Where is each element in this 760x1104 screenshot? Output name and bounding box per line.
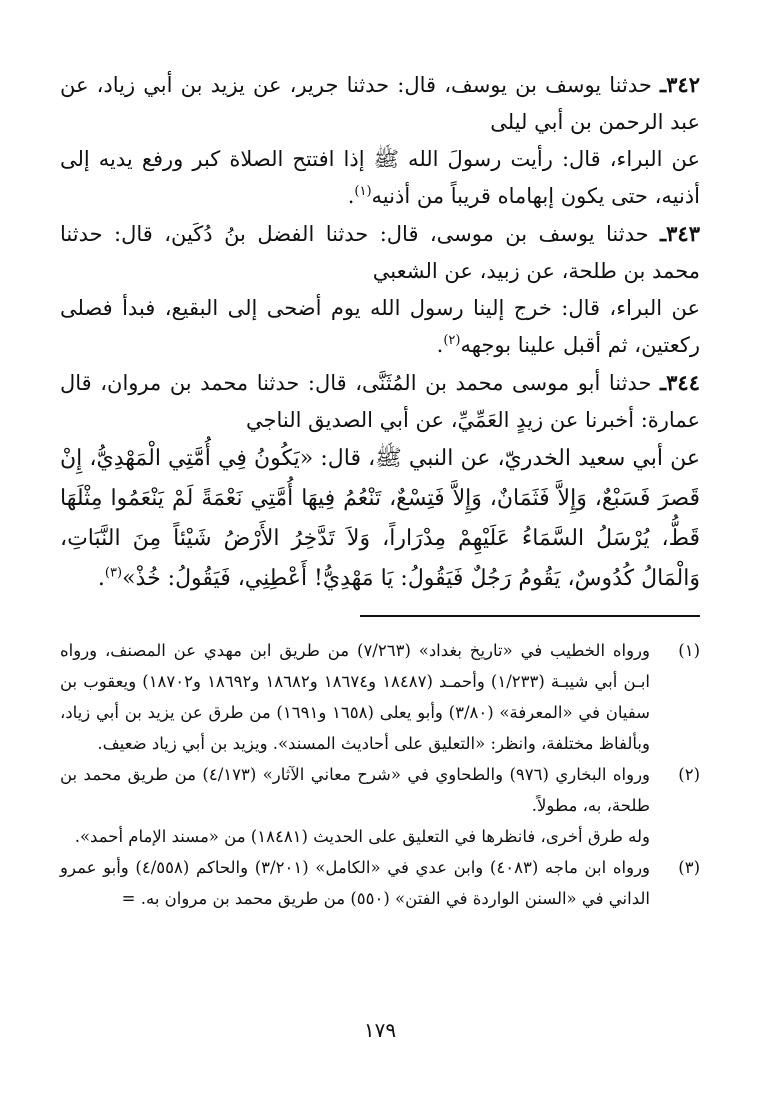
footnote-body xyxy=(60,759,650,852)
footnote-number: (٢) xyxy=(678,765,700,784)
matn-text: عن أبي سعيد الخدريّ، عن النبي ﷺ، قال: «يَكُونُ فِي أُمَّتِي الْمَهْدِيُّ، إِنْ قَصرَ فَسَبْعٌ، وَإِلاَّ فَثَمَانٌ، وَإِلاَّ فَتِسْعٌ، تَنْعُمُ فِيهَا أُمَّتِي نَعْمَةً لَمْ يَنْعَمُوا مِثْلَهَا قَطُّ، يُرْسَلُ السَّمَاءُ عَلَيْهِمْ مِدْرَاراً، وَلاَ تَدَّخِرُ الأَرْضُ شَيْئاً مِنَ النَّبَاتِ، وَالْمَالُ كُدُوسٌ، يَقُومُ رَجُلٌ فَيَقُولُ: يَا مَهْدِيُّ! أَعْطِنِي، فَيَقُولُ: خُذْ» xyxy=(60,446,700,591)
footnote-separator xyxy=(360,615,700,617)
footnote-text: ورواه الخطيب في «تاريخ بغداد» (٧/٢٦٣) من طريق ابن مهدي عن المصنف، ورواه ابـن أبي شيبـة (١/٢٣٣) وأحمـد (١٨٤٨٧ و١٨٦٧٤ و١٨٦٨٢ و١٨٦٩٢ و١٨٧٠٢) ويعقوب بن سفيان في «المعرفة» (٣/٨٠) وأبو يعلى (١٦٥٨ و١٦٩١) من طرق عن يزيد بن أبي زياد، وبألفاظ مختلفة، وانظر: «التعليق على أحاديث المسند». ويزيد بن أبي زياد ضعيف. xyxy=(60,641,651,753)
footnote-number: (٣) xyxy=(678,858,700,877)
footnote-1 xyxy=(60,635,700,759)
footnote-body xyxy=(60,635,650,759)
hadith-342-matn xyxy=(60,141,700,215)
footnotes xyxy=(60,635,700,914)
matn-text: عن البراء، قال: رأيت رسولَ الله ﷺ إذا افتتح الصلاة كبر ورفع يديه إلى أذنيه، حتى يكون إبهاماه قريباً من أذنيه xyxy=(60,147,700,208)
footnote-number: (١) xyxy=(678,641,700,660)
hadith-343-isnad xyxy=(60,215,700,290)
sentence-end: . xyxy=(97,566,105,591)
footnote-text: وله طرق أخرى، فانظرها في التعليق على الحديث (١٨٤٨١) من «مسند الإمام أحمد». xyxy=(74,827,650,846)
sentence-end: . xyxy=(436,333,444,357)
footnote-text: ورواه البخاري (٩٧٦) والطحاوي في «شرح معاني الآثار» (٤/١٧٣) من طريق محمد بن طلحة، به، مطولاً. xyxy=(60,765,651,815)
main-text xyxy=(60,66,700,599)
hadith-344-matn xyxy=(60,439,700,599)
hadith-343-matn xyxy=(60,290,700,364)
isnad-text: حدثنا أبو موسى محمد بن المُثَنَّى، قال: حدثنا محمد بن مروان، قال عمارة: أخبرنا عن زيدٍ العَمِّيِّ، عن أبي الصديق الناجي xyxy=(60,371,700,432)
hadith-number-342: ٣٤٢ـ xyxy=(660,72,700,97)
footnote-ref-3[interactable]: (٣) xyxy=(104,565,123,581)
hadith-344-isnad xyxy=(60,364,700,439)
hadith-342-isnad xyxy=(60,66,700,141)
page-number: ١٧٩ xyxy=(363,1018,397,1042)
footnote-2 xyxy=(60,759,700,852)
footnote-3 xyxy=(60,852,700,914)
footnote-ref-1[interactable]: (١) xyxy=(354,184,372,199)
isnad-text: حدثنا يوسف بن يوسف، قال: حدثنا جرير، عن يزيد بن أبي زياد، عن عبد الرحمن بن أبي ليلى xyxy=(60,73,700,134)
footnote-body xyxy=(60,852,650,914)
hadith-number-343: ٣٤٣ـ xyxy=(660,221,700,246)
matn-text: عن البراء، قال: خرج إلينا رسول الله يوم أضحى إلى البقيع، فبدأ فصلى ركعتين، ثم أقبل علينا بوجهه xyxy=(60,296,700,357)
hadith-number-344: ٣٤٤ـ xyxy=(660,370,700,395)
sentence-end: . xyxy=(347,184,355,208)
footnote-ref-2[interactable]: (٢) xyxy=(443,333,461,348)
footnote-text: ورواه ابن ماجه (٤٠٨٣) وابن عدي في «الكامل» (٣/٢٠١) والحاكم (٤/٥٥٨) وأبو عمرو الداني في «السنن الواردة في الفتن» (٥٥٠) من طريق محمد بن مروان به. = xyxy=(60,858,651,908)
isnad-text: حدثنا يوسف بن موسى، قال: حدثنا الفضل بنُ دُكَين، قال: حدثنا محمد بن طلحة، عن زبيد، عن الشعبي xyxy=(60,222,700,283)
